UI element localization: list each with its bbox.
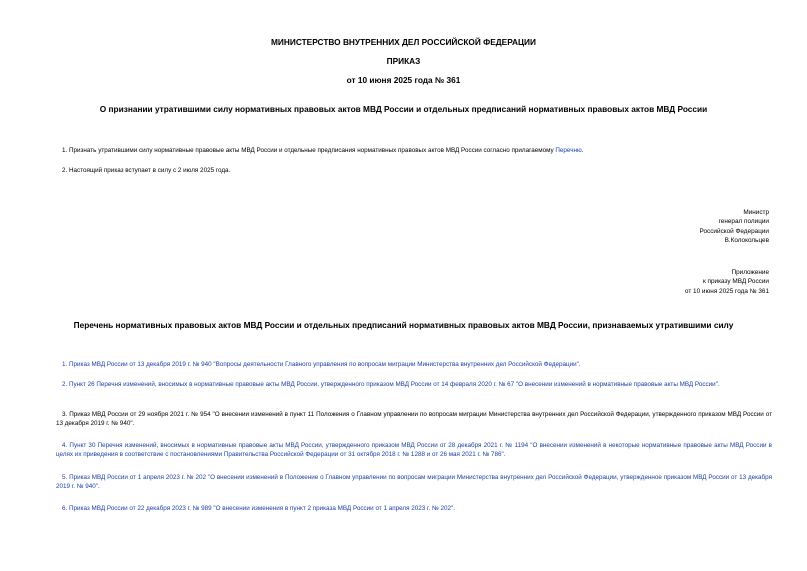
- list-item: 3. Приказ МВД России от 29 ноября 2021 г. № 954 "О внесении изменений в пункт 11 Положения о Главном управлении по вопросам миграции Министерства внутренних дел Российской Федерации, утвержденного приказом МВД России от 13 декабря 2019 г. № 940".: [56, 411, 772, 428]
- list-item[interactable]: 5. Приказ МВД России от 1 апреля 2023 г. № 202 "О внесении изменений в Положение о Главном управлении по вопросам миграции Министерства внутренних дел Российской Федерации, утвержденное приказом МВД России от 13 декабря 2019 г. № 940".: [56, 474, 772, 491]
- appendix-order-ref: к приказу МВД России: [702, 278, 769, 286]
- signature-title: Министр: [743, 209, 769, 216]
- list-item[interactable]: 1. Приказ МВД России от 13 декабря 2019 г. № 940 "Вопросы деятельности Главного управления по вопросам миграции Министерства внутренних дел Российской Федерации".: [62, 361, 581, 368]
- appendix-order-date: от 10 июня 2025 года № 361: [684, 287, 769, 295]
- ministry-heading: МИНИСТЕРСТВО ВНУТРЕННИХ ДЕЛ РОССИЙСКОЙ ФЕДЕРАЦИИ: [271, 37, 536, 47]
- order-title: О признании утратившими силу нормативных правовых актов МВД России и отдельных предписаний нормативных правовых актов МВД России: [99, 104, 708, 114]
- doc-type-heading: ПРИКАЗ: [386, 56, 421, 66]
- appendix-reference: [685, 268, 769, 296]
- signature-name: В.Колокольцев: [724, 236, 769, 244]
- signature-block: [700, 208, 770, 245]
- appendix-label: Приложение: [731, 269, 769, 276]
- list-item[interactable]: 6. Приказ МВД России от 22 декабря 2023 г. № 989 "О внесении изменения в пункт 2 приказа МВД России от 1 апреля 2023 г. № 202".: [62, 505, 456, 512]
- paragraph-1-end: .: [581, 147, 584, 154]
- paragraph-1: [56, 146, 772, 156]
- order-date-number: от 10 июня 2025 года № 361: [346, 75, 461, 85]
- appendix-title: Перечень нормативных правовых актов МВД России и отдельных предписаний нормативных правовых актов МВД России, признаваемых утратившими силу: [73, 320, 734, 330]
- signature-country: Российской Федерации: [699, 227, 769, 235]
- paragraph-2: 2. Настоящий приказ вступает в силу с 2 июля 2025 года.: [62, 167, 231, 174]
- list-item[interactable]: 2. Пункт 26 Перечня изменений, вносимых в нормативные правовые акты МВД России, утвержденного приказом МВД России от 14 февраля 2020 г. № 67 "О внесении изменений в нормативные правовые акты МВД России".: [62, 381, 720, 388]
- appendix-list-link[interactable]: Перечню: [555, 147, 582, 154]
- signature-rank: генерал полиции: [718, 218, 769, 226]
- paragraph-1-text: 1. Признать утратившими силу нормативные правовые акты МВД России и отдельные предписания нормативных правовых актов МВД России согласно прилагаемому: [62, 147, 556, 154]
- list-item[interactable]: 4. Пункт 30 Перечня изменений, вносимых в нормативные правовые акты МВД России, утвержденного приказом МВД России от 28 декабря 2021 г. № 1194 "О внесении изменений в некоторые нормативные правовые акты МВД России в целях их приведения в соответствие с постановлениями Правительства Российской Федерации от 31 октября 2018 г. № 1288 и от 26 мая 2021 г. № 786".: [56, 442, 772, 459]
